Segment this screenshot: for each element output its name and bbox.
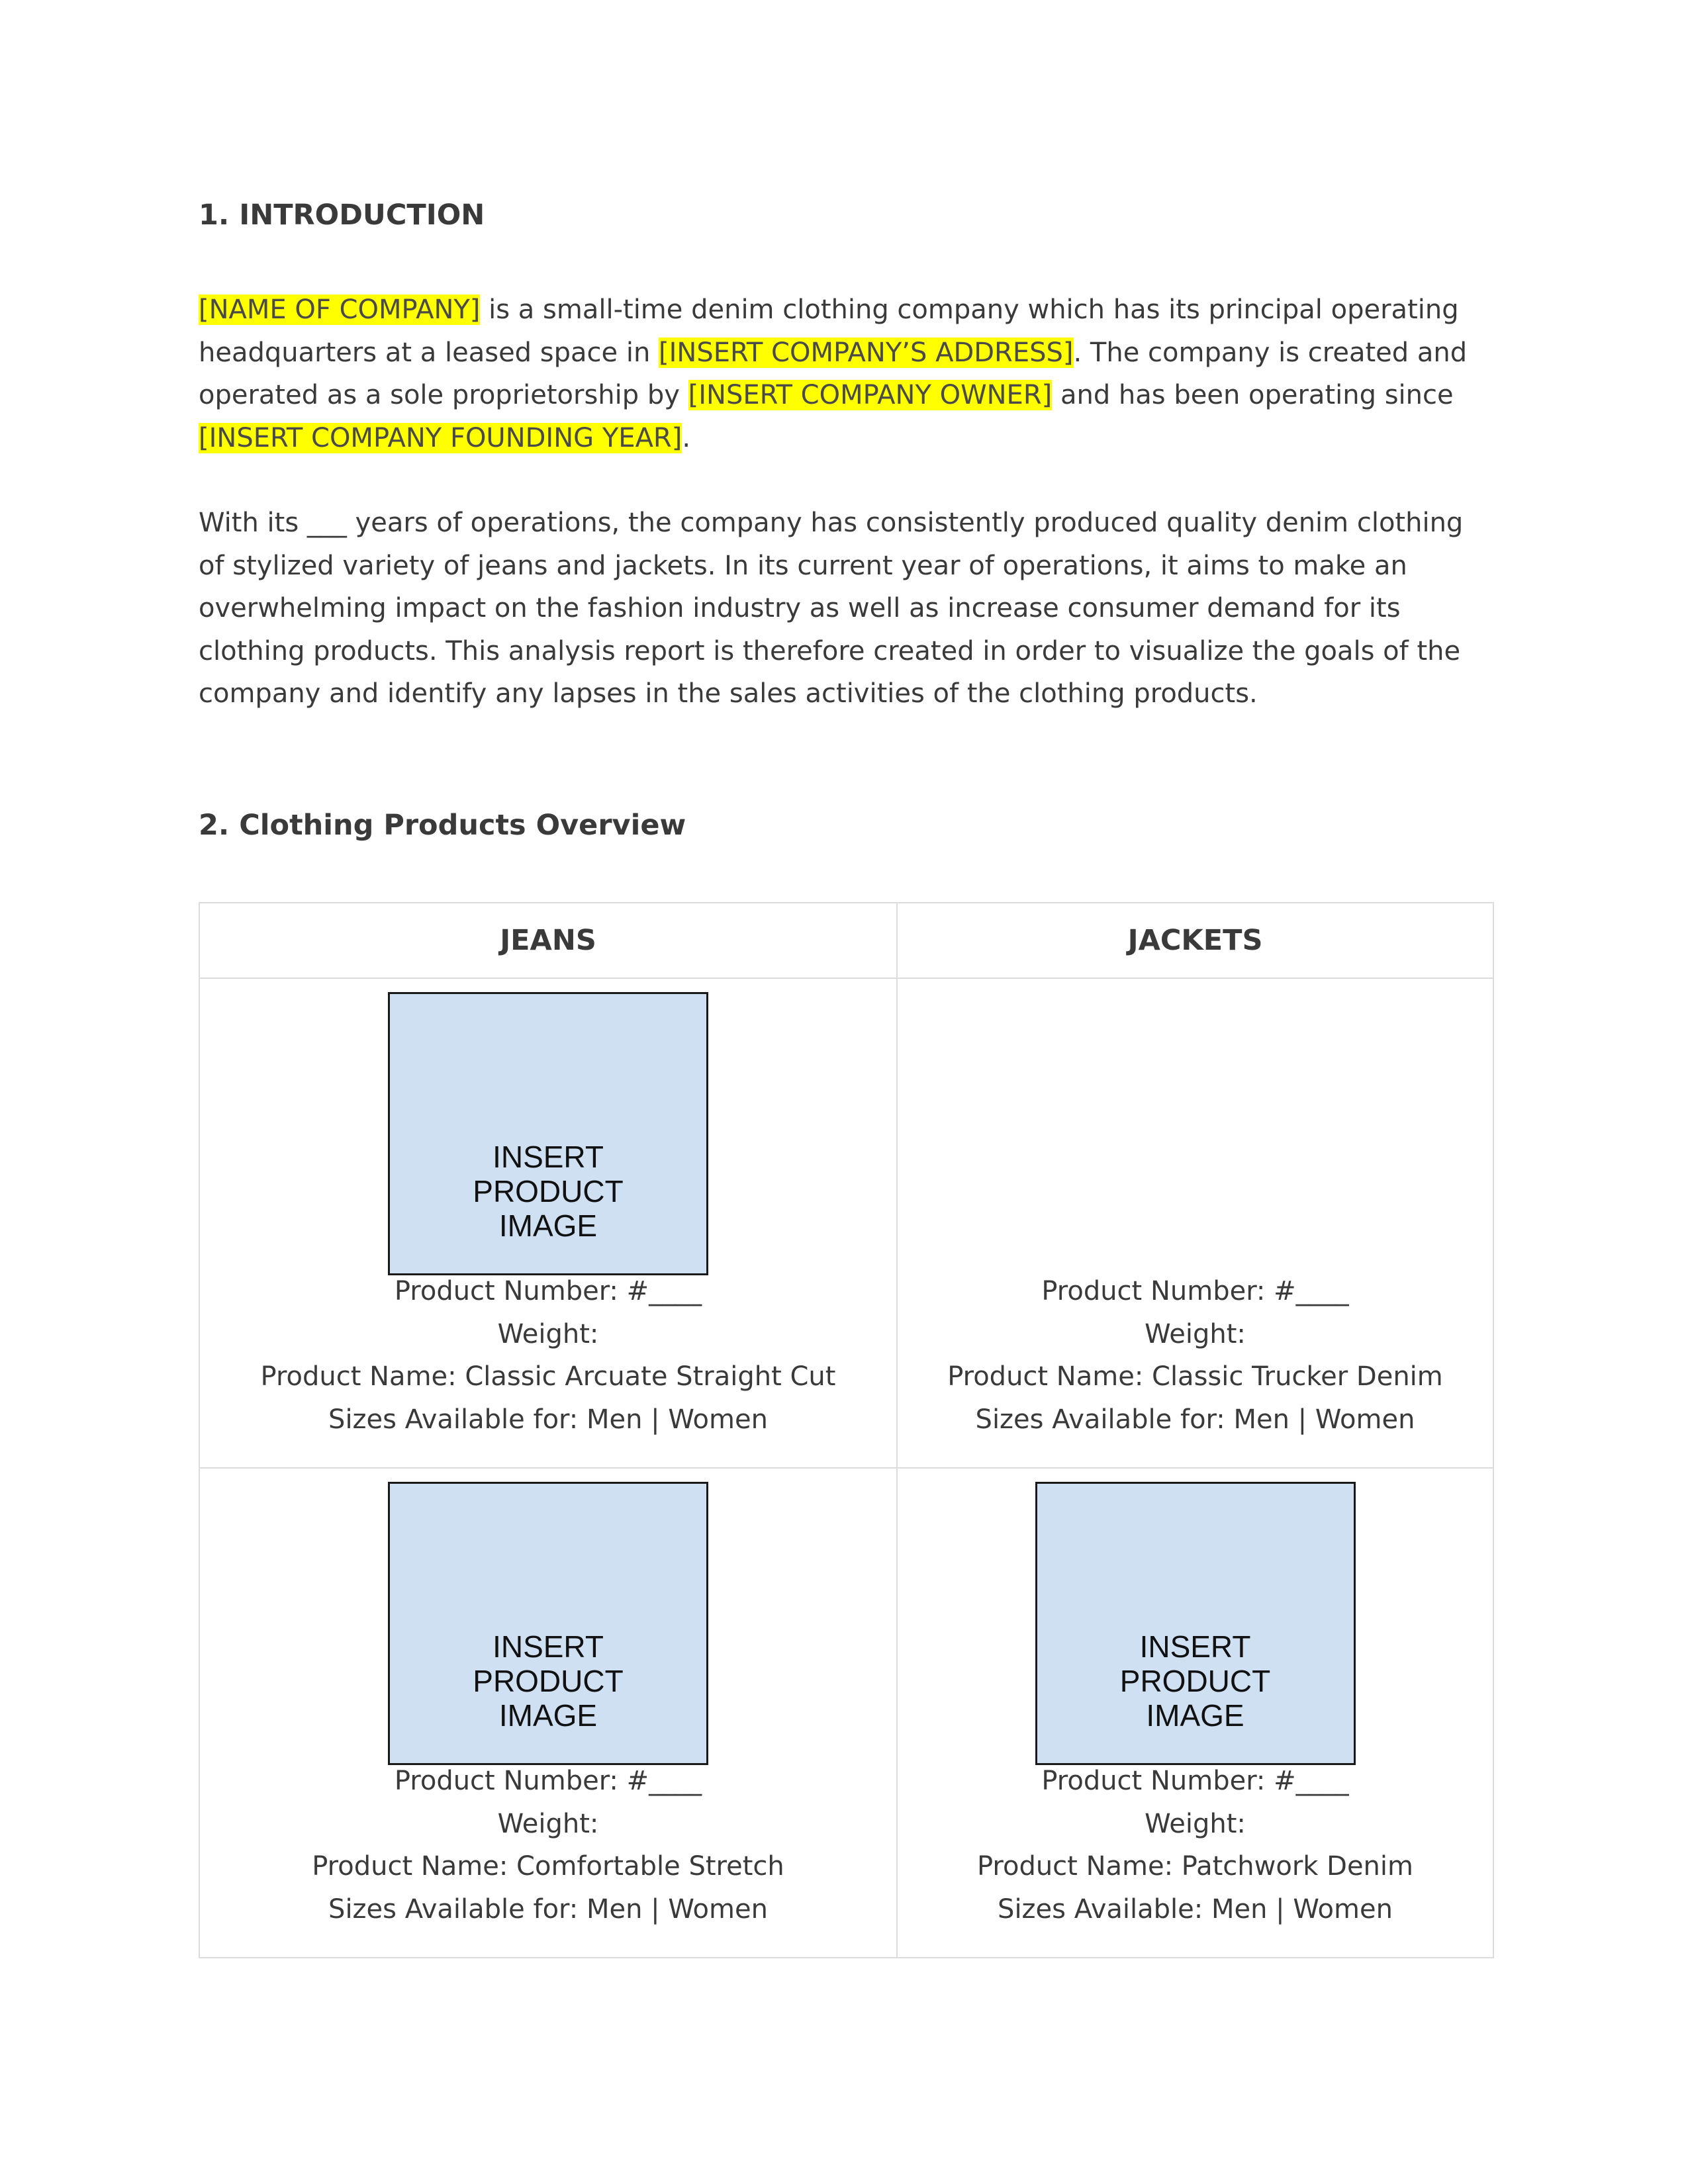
product-info xyxy=(200,1760,896,1931)
image-placeholder-line: IMAGE xyxy=(1146,1698,1244,1733)
product-name: Product Name: Classic Trucker Denim xyxy=(947,1361,1443,1392)
product-cell xyxy=(199,1468,897,1958)
table-header-row xyxy=(199,903,1493,978)
product-info xyxy=(898,1270,1493,1441)
product-name: Product Name: Patchwork Denim xyxy=(976,1851,1413,1882)
product-sizes: Sizes Available for: Men | Women xyxy=(328,1404,768,1435)
product-weight: Weight: xyxy=(497,1318,599,1349)
image-placeholder-line: PRODUCT xyxy=(1119,1664,1271,1698)
product-weight: Weight: xyxy=(1145,1318,1246,1349)
product-sizes: Sizes Available for: Men | Women xyxy=(975,1404,1415,1435)
product-name: Product Name: Classic Arcuate Straight Cut xyxy=(260,1361,836,1392)
image-placeholder-line: INSERT xyxy=(492,1629,604,1664)
intro-paragraph-1 xyxy=(199,289,1492,459)
product-info xyxy=(200,1270,896,1441)
intro-text-3: and has been operating since xyxy=(1052,380,1454,410)
section-2-heading: 2. Clothing Products Overview xyxy=(199,809,686,842)
product-cell xyxy=(897,1468,1493,1958)
product-info xyxy=(898,1760,1493,1931)
product-weight: Weight: xyxy=(1145,1808,1246,1839)
image-placeholder-line: INSERT xyxy=(492,1140,604,1174)
product-number: Product Number: #____ xyxy=(1041,1276,1349,1306)
product-cell xyxy=(897,978,1493,1468)
product-number: Product Number: #____ xyxy=(394,1766,702,1796)
intro-paragraph-2: With its ___ years of operations, the company has consistently produced quality denim clothing of stylized variety of jeans and jackets. In its current year of operations, it aims to make an overwhelming impact on the fashion industry as well as increase consumer demand for its clothing products. This analysis report is therefore created in order to visualize the goals of the company and identify any lapses in the sales activities of the clothing products. xyxy=(199,508,1464,709)
founding-year-placeholder[interactable]: [INSERT COMPANY FOUNDING YEAR] xyxy=(199,422,682,453)
table-row xyxy=(199,1468,1493,1958)
intro-text-2: . The company is created and operated as a sole proprietorship by xyxy=(199,337,1468,410)
table-row xyxy=(199,978,1493,1468)
intro-text-1: is a small-time denim clothing company which has its principal operating headquarters at a leased space in xyxy=(199,295,1459,368)
column-header-jeans: JEANS xyxy=(199,903,897,978)
product-image-placeholder[interactable] xyxy=(1035,1482,1356,1765)
section-1-heading: 1. INTRODUCTION xyxy=(199,199,485,232)
product-number: Product Number: #____ xyxy=(1041,1766,1349,1796)
product-weight: Weight: xyxy=(497,1808,599,1839)
image-placeholder-line: INSERT xyxy=(1139,1629,1251,1664)
product-image-placeholder[interactable] xyxy=(388,1482,708,1765)
image-placeholder-line: PRODUCT xyxy=(473,1664,624,1698)
image-placeholder-line: PRODUCT xyxy=(473,1174,624,1208)
column-header-jackets: JACKETS xyxy=(897,903,1493,978)
product-number: Product Number: #____ xyxy=(394,1276,702,1306)
company-name-placeholder[interactable]: [NAME OF COMPANY] xyxy=(199,295,481,325)
product-name: Product Name: Comfortable Stretch xyxy=(312,1851,784,1882)
image-placeholder-line: IMAGE xyxy=(498,1698,598,1733)
intro-text-4: . xyxy=(682,422,691,453)
image-placeholder-line: IMAGE xyxy=(498,1208,598,1243)
products-table xyxy=(199,902,1494,1958)
product-image-placeholder[interactable] xyxy=(388,992,708,1275)
product-sizes: Sizes Available: Men | Women xyxy=(998,1893,1393,1925)
company-address-placeholder[interactable]: [INSERT COMPANY’S ADDRESS] xyxy=(659,337,1074,368)
product-cell xyxy=(199,978,897,1468)
company-owner-placeholder[interactable]: [INSERT COMPANY OWNER] xyxy=(688,380,1053,410)
product-sizes: Sizes Available for: Men | Women xyxy=(328,1893,768,1925)
product-image-empty xyxy=(1035,992,1356,1275)
